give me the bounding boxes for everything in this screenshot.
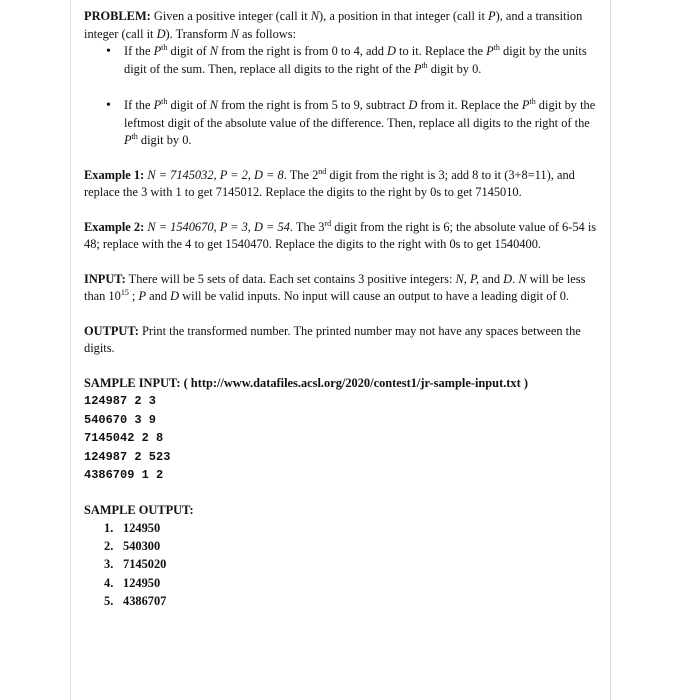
output-description: OUTPUT: Print the transformed number. The printed number may not have any spaces between the digits.: [84, 323, 581, 355]
input-label: INPUT:: [84, 271, 126, 286]
sample-output-list: [84, 519, 604, 610]
sample-input-line: 7145042 2 8: [84, 431, 164, 445]
sample-output-item: 3. 7145020: [104, 557, 167, 572]
output-label: OUTPUT:: [84, 323, 139, 338]
spacer: [84, 254, 604, 271]
spacer: [84, 485, 604, 502]
bullet-icon: •: [106, 44, 111, 59]
spacer: [84, 202, 604, 219]
sample-input-block: [84, 392, 604, 485]
spacer: [84, 358, 604, 375]
rule-item: • If the $P^{th}$ digit of N from the right is from 5 to 9, subtract D from it. Replace the $P^{th}$ digit by the leftmost digit of the absolute value of the difference. Then, replace all digits to the right of the $P^{th}$ digit by 0.: [106, 96, 596, 147]
problem-statement: PROBLEM: Given a positive integer (call it N), a position in that integer (call it P), and a transition integer (call it D). Transform N as follows:: [84, 9, 583, 41]
input-description: INPUT: There will be 5 sets of data. Each set contains 3 positive integers: N, P, and D. N will be less than $10^{15}$ ; P and D will be valid inputs. No input will cause an output to have a leading digit of 0.: [84, 271, 586, 303]
spacer: [84, 150, 604, 167]
example-label: Example 1:: [84, 167, 145, 182]
sample-output-item: 2. 540300: [104, 539, 161, 554]
spacer: [84, 306, 604, 323]
example-1: Example 1: N = 7145032, P = 2, D = 8. The 2nd digit from the right is 3; add 8 to it (3+8=11), and replace the 3 with 1 to get 7145012. Replace the digits to the right by 0s to get 7145010.: [84, 166, 575, 199]
sample-input-line: 540670 3 9: [84, 412, 157, 427]
sample-input-line: 124987 2 523: [84, 449, 171, 464]
document-content: [84, 8, 604, 610]
sample-input-heading: SAMPLE INPUT: ( http://www.datafiles.acsl.org/2020/contest1/jr-sample-input.txt ): [84, 375, 528, 390]
sample-input-line: 124987 2 3: [84, 394, 157, 408]
sample-output-item: 4. 124950: [104, 575, 161, 590]
problem-label: PROBLEM:: [84, 9, 151, 23]
example-label: Example 2:: [84, 219, 145, 234]
sample-input-line: 4386709 1 2: [84, 468, 164, 482]
sample-output-heading: SAMPLE OUTPUT:: [84, 502, 194, 517]
rule-item: • If the $P^{th}$ digit of N from the right is from 0 to 4, add D to it. Replace the $P^{th}$ digit by the units digit of the sum. Then, replace all digits to the right of the $P^{th}$ digit by 0.: [106, 42, 587, 76]
rule-list: [84, 43, 604, 150]
spacer: [84, 78, 604, 97]
example-2: Example 2: N = 1540670, P = 3, D = 54. The 3rd digit from the right is 6; the absolute value of 6-54 is 48; replace with the 4 to get 1540470. Replace the digits to the right with 0s to get 1540400.: [84, 218, 597, 251]
sample-output-item: 1. 124950: [104, 521, 161, 535]
bullet-icon: •: [106, 98, 111, 113]
sample-output-item: 5. 4386707: [104, 593, 167, 608]
